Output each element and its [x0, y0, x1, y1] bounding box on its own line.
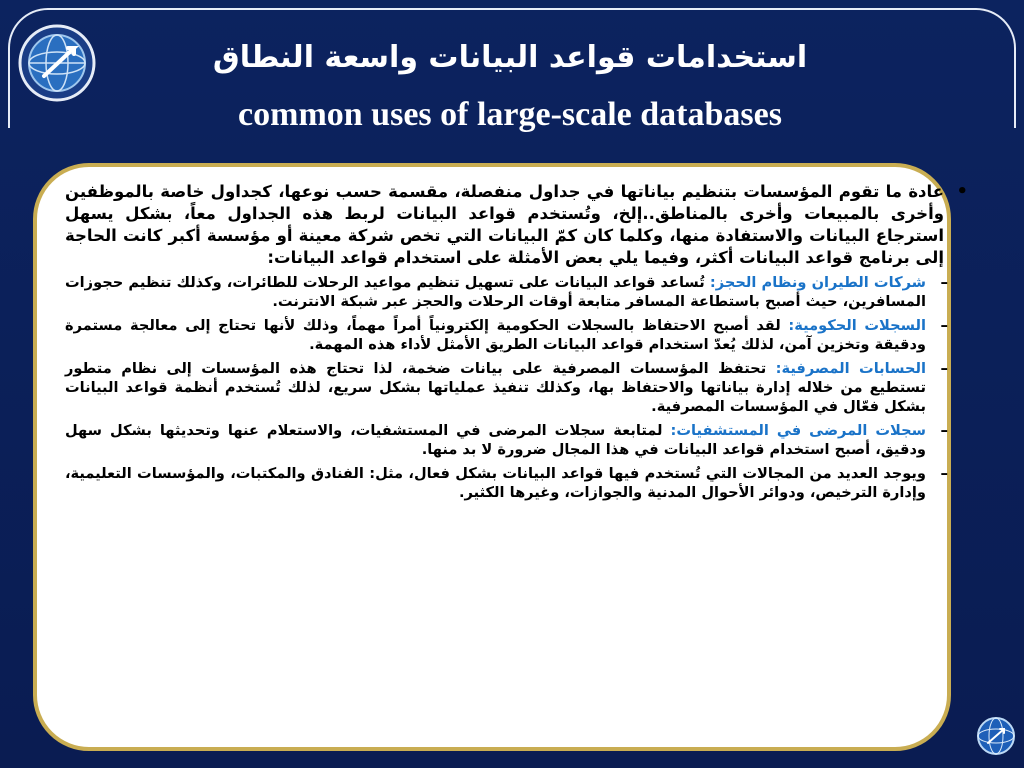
item-text: تُساعد قواعد البيانات على تسهيل تنظيم مواعيد الرحلات للطائرات، وكذلك تنظيم حجوزات المسافرين، حيث أصبح باستطاعة المسافر متابعة أوقات الرحلات والحجز عبر شبكة الانترنت.: [65, 274, 926, 310]
intro-paragraph: [65, 181, 970, 269]
dash-icon: –: [940, 464, 948, 482]
intro-text: عادة ما تقوم المؤسسات بتنظيم بياناتها في جداول منفصلة، مقسمة حسب نوعها، كجداول خاصة بالموظفين وأخرى بالمبيعات وأخرى بالمناطق..إلخ، وتُستخدم قواعد البيانات لربط هذه الجداول معاً، بشكل يسهل استرجاع البيانات والاستفادة منها، وكلما كان كمّ البيانات التي تخص شركة معينة أو مؤسسة أكبر كانت الحاجة إلى برنامج قواعد البيانات أكثر، وفيما يلي بعض الأمثلة على استخدام قواعد البيانات:: [65, 182, 944, 267]
globe-logo-icon: [18, 24, 96, 102]
item-heading: شركات الطيران ونظام الحجز:: [709, 274, 926, 291]
dash-icon: –: [940, 273, 948, 291]
content-box: [33, 163, 968, 751]
content-text: [65, 181, 970, 507]
corner-globe-icon: [976, 716, 1016, 756]
title-arabic: استخدامات قواعد البيانات واسعة النطاق: [212, 40, 808, 75]
list-item: [65, 359, 970, 416]
list-item: [65, 316, 970, 354]
bullet-icon: •: [956, 181, 968, 202]
dash-icon: –: [940, 421, 948, 439]
item-text: لمتابعة سجلات المرضى في المستشفيات، والاستعلام عنها وتحديثها بشكل سهل ودقيق، أصبح استخدام قواعد البيانات في هذا المجال ضرورة لا بد منها.: [65, 422, 926, 458]
dash-icon: –: [940, 316, 948, 334]
list-item: [65, 421, 970, 459]
item-heading: الحسابات المصرفية:: [775, 360, 926, 377]
list-item: [65, 273, 970, 311]
title-english: common uses of large-scale databases: [238, 96, 782, 133]
item-heading: السجلات الحكومية:: [788, 317, 926, 334]
item-text: تحتفظ المؤسسات المصرفية على بيانات ضخمة، لذا تحتاج هذه المؤسسات إلى نظام متطور تستطيع من خلاله إدارة بياناتها والاحتفاظ بها، وكذلك تنفيذ عملياتها بشكل سريع، لذلك تُستخدم أنظمة قواعد البيانات بشكل فعّال في المؤسسات المصرفية.: [65, 360, 926, 415]
list-item: [65, 464, 970, 502]
item-heading: سجلات المرضى في المستشفيات:: [670, 422, 926, 439]
item-text: ويوجد العديد من المجالات التي تُستخدم فيها قواعد البيانات بشكل فعال، مثل: الفنادق والمكتبات، والمؤسسات التعليمية، وإدارة الترخيص، ودوائر الأحوال المدنية والجوازات، وغيرها الكثير.: [65, 465, 926, 501]
dash-icon: –: [940, 359, 948, 377]
item-text: لقد أصبح الاحتفاظ بالسجلات الحكومية إلكترونياً أمراً مهماً، وذلك لأنها تحتاج إلى معالجة مستمرة ودقيقة وتخزين آمن، لذلك يُعدّ استخدام قواعد البيانات الطريق الأمثل لأداء هذه المهمة.: [65, 317, 926, 353]
